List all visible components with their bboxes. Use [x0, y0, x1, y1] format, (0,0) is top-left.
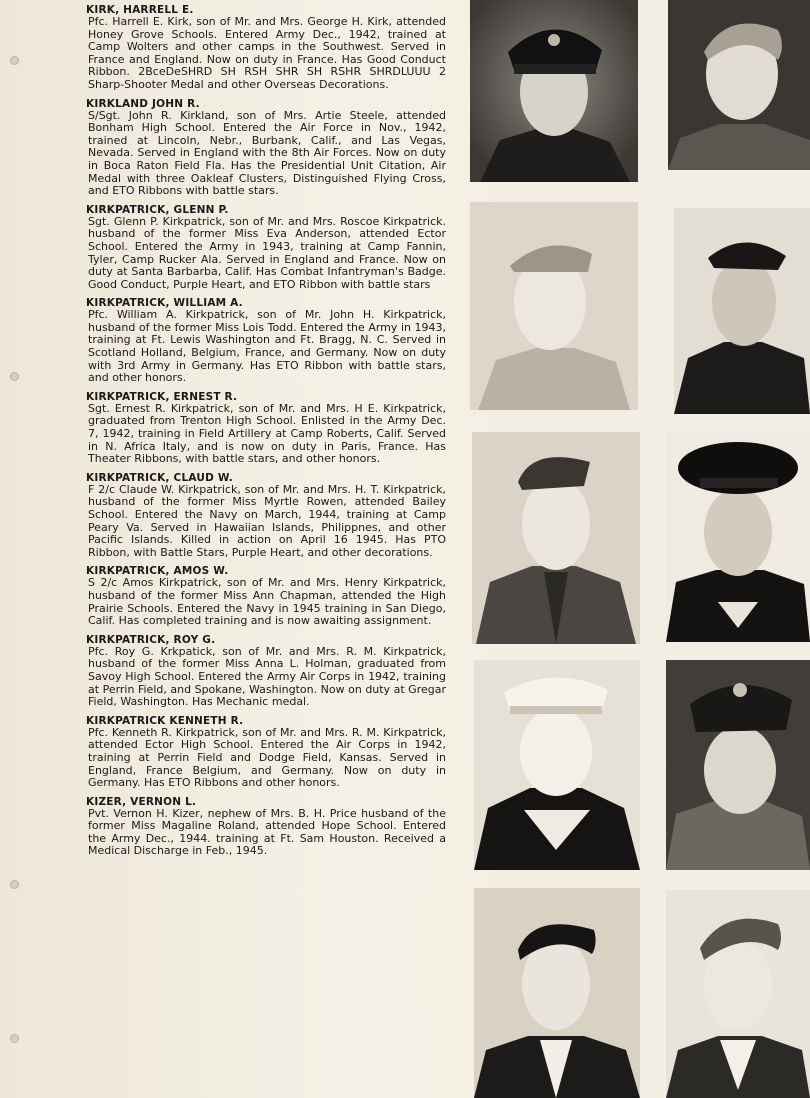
- entry-bio: F 2/c Claude W. Kirkpatrick, son of Mr. and Mrs. H. T. Kirkpatrick, husband of the former Miss Myrtle Rowen, attended Bailey School. Entered the Navy on March, 1944, training at Camp Peary Va. Served in Hawaiian Islands, Philippnes, and other Pacific Islands. Killed in action on April 16 1945. Has PTO Ribbon, with Battle Stars, Purple Heart, and other decorations.: [88, 482, 446, 559]
- portrait-photo: [472, 432, 640, 644]
- entry-name: KIRKLAND JOHN R.: [86, 97, 200, 110]
- portrait-photo: [474, 660, 640, 870]
- entry-kirkpatrick-amos: [86, 565, 446, 627]
- entry-name: KIRKPATRICK, ERNEST R.: [86, 390, 238, 403]
- entry-kirkpatrick-roy: [86, 634, 446, 709]
- entry-bio: Pfc. Roy G. Krkpatick, son of Mr. and Mrs. R. M. Kirkpatrick, husband of the former Miss Anna L. Holman, graduated from Savoy High School. Entered the Army Air Corps in 1942, training at Perrin Field, and Spokane, Washington. Now on duty at Gregar Field, Washington. Has Mechanic medal.: [88, 644, 446, 709]
- entry-kirkpatrick-claud: [86, 472, 446, 560]
- entry-name: KIZER, VERNON L.: [86, 795, 197, 808]
- entry-name: KIRKPATRICK, WILLIAM A.: [86, 297, 243, 310]
- portrait-photo: [474, 888, 640, 1098]
- entry-bio: Sgt. Ernest R. Kirkpatrick, son of Mr. and Mrs. H E. Kirkpatrick, graduated from Trenton High School. Enlisted in the Army Dec. 7, 1942, training in Field Artillery at Camp Roberts, Calif. Served in N. Africa Italy, and is now on duty in Paris, France. Has Theater Ribbons, with battle stars, and other honors.: [88, 401, 446, 466]
- entry-kirkpatrick-ernest: [86, 391, 446, 466]
- binder-hole: [10, 880, 19, 889]
- portrait-photo: [470, 0, 638, 182]
- portrait-photo: [666, 432, 810, 642]
- entry-bio: Pfc. William A. Kirkpatrick, son of Mr. John H. Kirkpatrick, husband of the former Miss Lois Todd. Entered the Army in 1943, training at Ft. Lewis Washington and Ft. Bragg, N. C. Served in Scotland Holland, Belgium, France, and Germany. Now on duty with 3rd Army in Germany. Has ETO Ribbon with battle stars, and other honors.: [88, 308, 446, 385]
- entry-kirkpatrick-william: [86, 297, 446, 385]
- entry-bio: Sgt. Glenn P. Kirkpatrick, son of Mr. and Mrs. Roscoe Kirkpatrick. husband of the former Miss Eva Anderson, attended Ector School. Entered the Army in 1943, training at Camp Fannin, Tyler, Camp Rucker Ala. Served in England and France. Now on duty at Santa Barbarba, Calif. Has Combat Infantryman's Badge. Good Conduct, Purple Heart, and ETO Ribbon with battle stars: [88, 214, 446, 291]
- entry-name: KIRKPATRICK KENNETH R.: [86, 714, 244, 727]
- entry-bio: Pfc. Kenneth R. Kirkpatrick, son of Mr. and Mrs. R. M. Kirkpatrick, attended Ector High School. Entered the Air Corps in 1942, training at Perrin Field and Dodge Field, Kansas. Served in England, France Belgium, and Germany. Now on duty in Germany. Has ETO Ribbons and other honors.: [88, 725, 446, 790]
- portrait-photo: [470, 202, 638, 410]
- entry-kirkpatrick-glenn: [86, 204, 446, 292]
- entry-name: KIRKPATRICK, CLAUD W.: [86, 471, 233, 484]
- binder-hole: [10, 56, 19, 65]
- entry-name: KIRKPATRICK, GLENN P.: [86, 203, 229, 216]
- portrait-photo: [666, 660, 810, 870]
- entry-bio: Pfc. Harrell E. Kirk, son of Mr. and Mrs. George H. Kirk, attended Honey Grove Schools. Entered Army Dec., 1942, trained at Camp Wolters and other camps in the Southwest. Served in France and England. Now on duty in France. Has Good Conduct Ribbon. 2BceDeSHRD SH RSH SHR SH RSHR SHRDLUUU 2 Sharp-Shooter Medal and other Overseas Decorations.: [88, 15, 446, 91]
- binder-hole: [10, 1034, 19, 1043]
- entry-name: KIRK, HARRELL E.: [86, 4, 194, 16]
- portrait-photo: [674, 208, 810, 414]
- entry-kirk-harrell: [86, 4, 446, 92]
- entry-kirkland-john: [86, 98, 446, 198]
- biography-column: [86, 4, 446, 864]
- binder-hole: [10, 372, 19, 381]
- entry-name: KIRKPATRICK, ROY G.: [86, 633, 216, 646]
- portrait-photo: [668, 0, 810, 170]
- entry-bio: S/Sgt. John R. Kirkland, son of Mrs. Artie Steele, attended Bonham High School. Entered the Air Force in Nov., 1942, trained at Lincoln, Nebr., Burbank, Calif., and Las Vegas, Nevada. Served in England with the 8th Air Forces. Now on duty in Boca Raton Field Fla. Has the Presidential Unit Citation, Air Medal with three Oakleaf Clusters, Distinguished Flying Cross, and ETO Ribbons with battle stars.: [88, 108, 446, 198]
- portrait-photo: [666, 890, 810, 1098]
- entry-kizer-vernon: [86, 796, 446, 858]
- entry-bio: Pvt. Vernon H. Kizer, nephew of Mrs. B. H. Price husband of the former Miss Magaline Roland, attended Hope School. Entered the Army Dec., 1944. training at Ft. Sam Houston. Received a Medical Discharge in Feb., 1945.: [88, 806, 446, 858]
- entry-name: KIRKPATRICK, AMOS W.: [86, 565, 229, 578]
- entry-kirkpatrick-kenneth: [86, 715, 446, 790]
- entry-bio: S 2/c Amos Kirkpatrick, son of Mr. and Mrs. Henry Kirkpatrick, husband of the former Miss Ann Chapman, attended the High Prairie Schools. Entered the Navy in 1945 training in San Diego, Calif. Has completed training and is now awaiting assignment.: [88, 576, 446, 628]
- portrait-grid: [468, 0, 810, 1098]
